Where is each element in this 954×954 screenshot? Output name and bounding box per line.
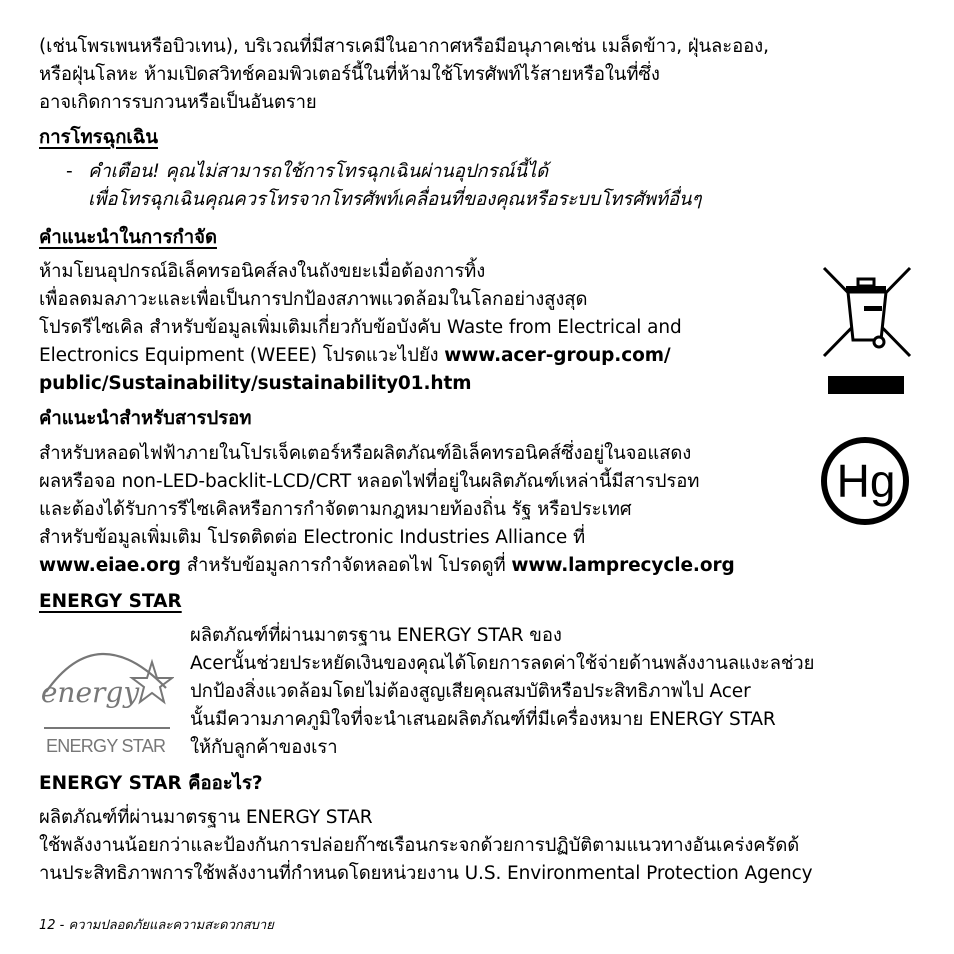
- lamprecycle-link[interactable]: www.lamprecycle.org: [511, 555, 735, 576]
- energy-line-4: นั้นมีความภาคภูมิใจที่จะนำเสนอผลิตภัณฑ์ที่มีเครื่องหมาย ENERGY STAR: [190, 709, 776, 730]
- energy-line-1: ผลิตภัณฑ์ที่ผ่านมาตรฐาน ENERGY STAR ของ: [190, 625, 562, 646]
- disposal-heading: คำแนะนำในการกำจัด: [39, 227, 217, 248]
- mercury-line-3: และต้องได้รับการรีไซเคิลหรือการกำจัดตามกฎหมายท้องถิ่น รัฐ หรือประเทศ: [39, 499, 632, 520]
- disposal-line-5: [39, 370, 471, 398]
- mercury-line-2: ผลหรือจอ non-LED-backlit-LCD/CRT หลอดไฟที่อยู่ในผลิตภัณฑ์เหล่านี้มีสารปรอท: [39, 471, 700, 492]
- page-footer: 12 - ความปลอดภัยและความสะดวกสบาย: [39, 918, 274, 933]
- warning-dash: -: [66, 161, 73, 182]
- mercury-line-4: สำหรับข้อมูลเพิ่มเติม โปรดติดต่อ Electronic Industries Alliance ที่: [39, 527, 586, 548]
- what-is-line-2: ใช้พลังงานน้อยกว่าและป้องกันการปล่อยก๊าซเรือนกระจกด้วยการปฏิบัติตามแนวทางอันเคร่งครัดด้: [39, 835, 800, 856]
- what-is-line-1: ผลิตภัณฑ์ที่ผ่านมาตรฐาน ENERGY STAR: [39, 807, 373, 828]
- energy-star-heading: ENERGY STAR: [39, 591, 182, 612]
- energy-logo-script: energy: [40, 676, 140, 709]
- energy-logo-caption: ENERGY STAR: [46, 736, 166, 756]
- mercury-heading: คำแนะนำสำหรับสารปรอท: [39, 408, 252, 429]
- energy-star-logo: [38, 634, 174, 760]
- energy-line-3: ปกป้องสิ่งแวดล้อมโดยไม่ต้องสูญเสียคุณสมบัติหรือประสิทธิภาพไป Acer: [190, 681, 751, 702]
- intro-line-3: อาจเกิดการรบกวนหรือเป็นอันตราย: [39, 92, 317, 113]
- disposal-line-3: โปรดรีไซเคิล สำหรับข้อมูลเพิ่มเติมเกี่ยวกับข้อบังคับ Waste from Electrical and: [39, 317, 682, 338]
- disposal-line-1: ห้ามโยนอุปกรณ์อิเล็คทรอนิคส์ลงในถังขยะเมื่อต้องการทิ้ง: [39, 261, 486, 282]
- mercury-line-1: สำหรับหลอดไฟฟ้าภายในโปรเจ็คเตอร์หรือผลิตภัณฑ์อิเล็คทรอนิคส์ซึ่งอยู่ในจอแสดง: [39, 443, 692, 464]
- eiae-link[interactable]: www.eiae.org: [39, 555, 181, 576]
- intro-line-1: (เช่นโพรเพนหรือบิวเทน), บริเวณที่มีสารเคมีในอากาศหรือมีอนุภาคเช่น เมล็ดข้าว, ฝุ่นละออง,: [39, 36, 769, 57]
- intro-line-2: หรือฝุ่นโลหะ ห้ามเปิดสวิทช์คอมพิวเตอร์นี้ในที่ห้ามใช้โทรศัพท์ไร้สายหรือในที่ซึ่ง: [39, 64, 660, 85]
- disposal-line-2: เพื่อลดมลภาวะและเพื่อเป็นการปกป้องสภาพแวดล้อมในโลกอย่างสูงสุด: [39, 289, 588, 310]
- disposal-line-4: [39, 342, 671, 370]
- warning-line-2: เพื่อโทรฉุกเฉินคุณควรโทรจากโทรศัพท์เคลื่อนที่ของคุณหรือระบบโทรศัพท์อื่นๆ: [88, 189, 702, 210]
- what-is-line-3: านประสิทธิภาพการใช้พลังงานที่กำหนดโดยหน่วยงาน U.S. Environmental Protection Agency: [39, 863, 813, 884]
- crossed-out-wheelie-bin-icon: [820, 264, 912, 394]
- energy-line-5: ให้กับลูกค้าของเรา: [190, 737, 338, 758]
- what-is-heading: ENERGY STAR คืออะไร?: [39, 773, 263, 794]
- acer-sustainability-link[interactable]: www.acer-group.com/: [444, 345, 671, 366]
- hg-label: Hg: [836, 455, 896, 507]
- mercury-line-5: [39, 552, 735, 580]
- acer-sustainability-link-cont[interactable]: public/Sustainability/sustainability01.htm: [39, 373, 472, 394]
- emergency-heading: การโทรฉุกเฉิน: [39, 127, 158, 148]
- mercury-line-5-text: สำหรับข้อมูลการกำจัดหลอดไฟ โปรดดูที่: [180, 555, 512, 576]
- mercury-hg-icon: [820, 436, 910, 526]
- energy-line-2: Acerนั้นช่วยประหยัดเงินของคุณได้โดยการลดค่าใช้จ่ายด้านพลังงานลแงะลช่วย: [190, 653, 815, 674]
- disposal-line-4-text: Electronics Equipment (WEEE) โปรดแวะไปยัง: [39, 345, 445, 366]
- warning-line-1: คำเตือน! คุณไม่สามารถใช้การโทรฉุกเฉินผ่านอุปกรณ์นี้ได้: [88, 161, 549, 182]
